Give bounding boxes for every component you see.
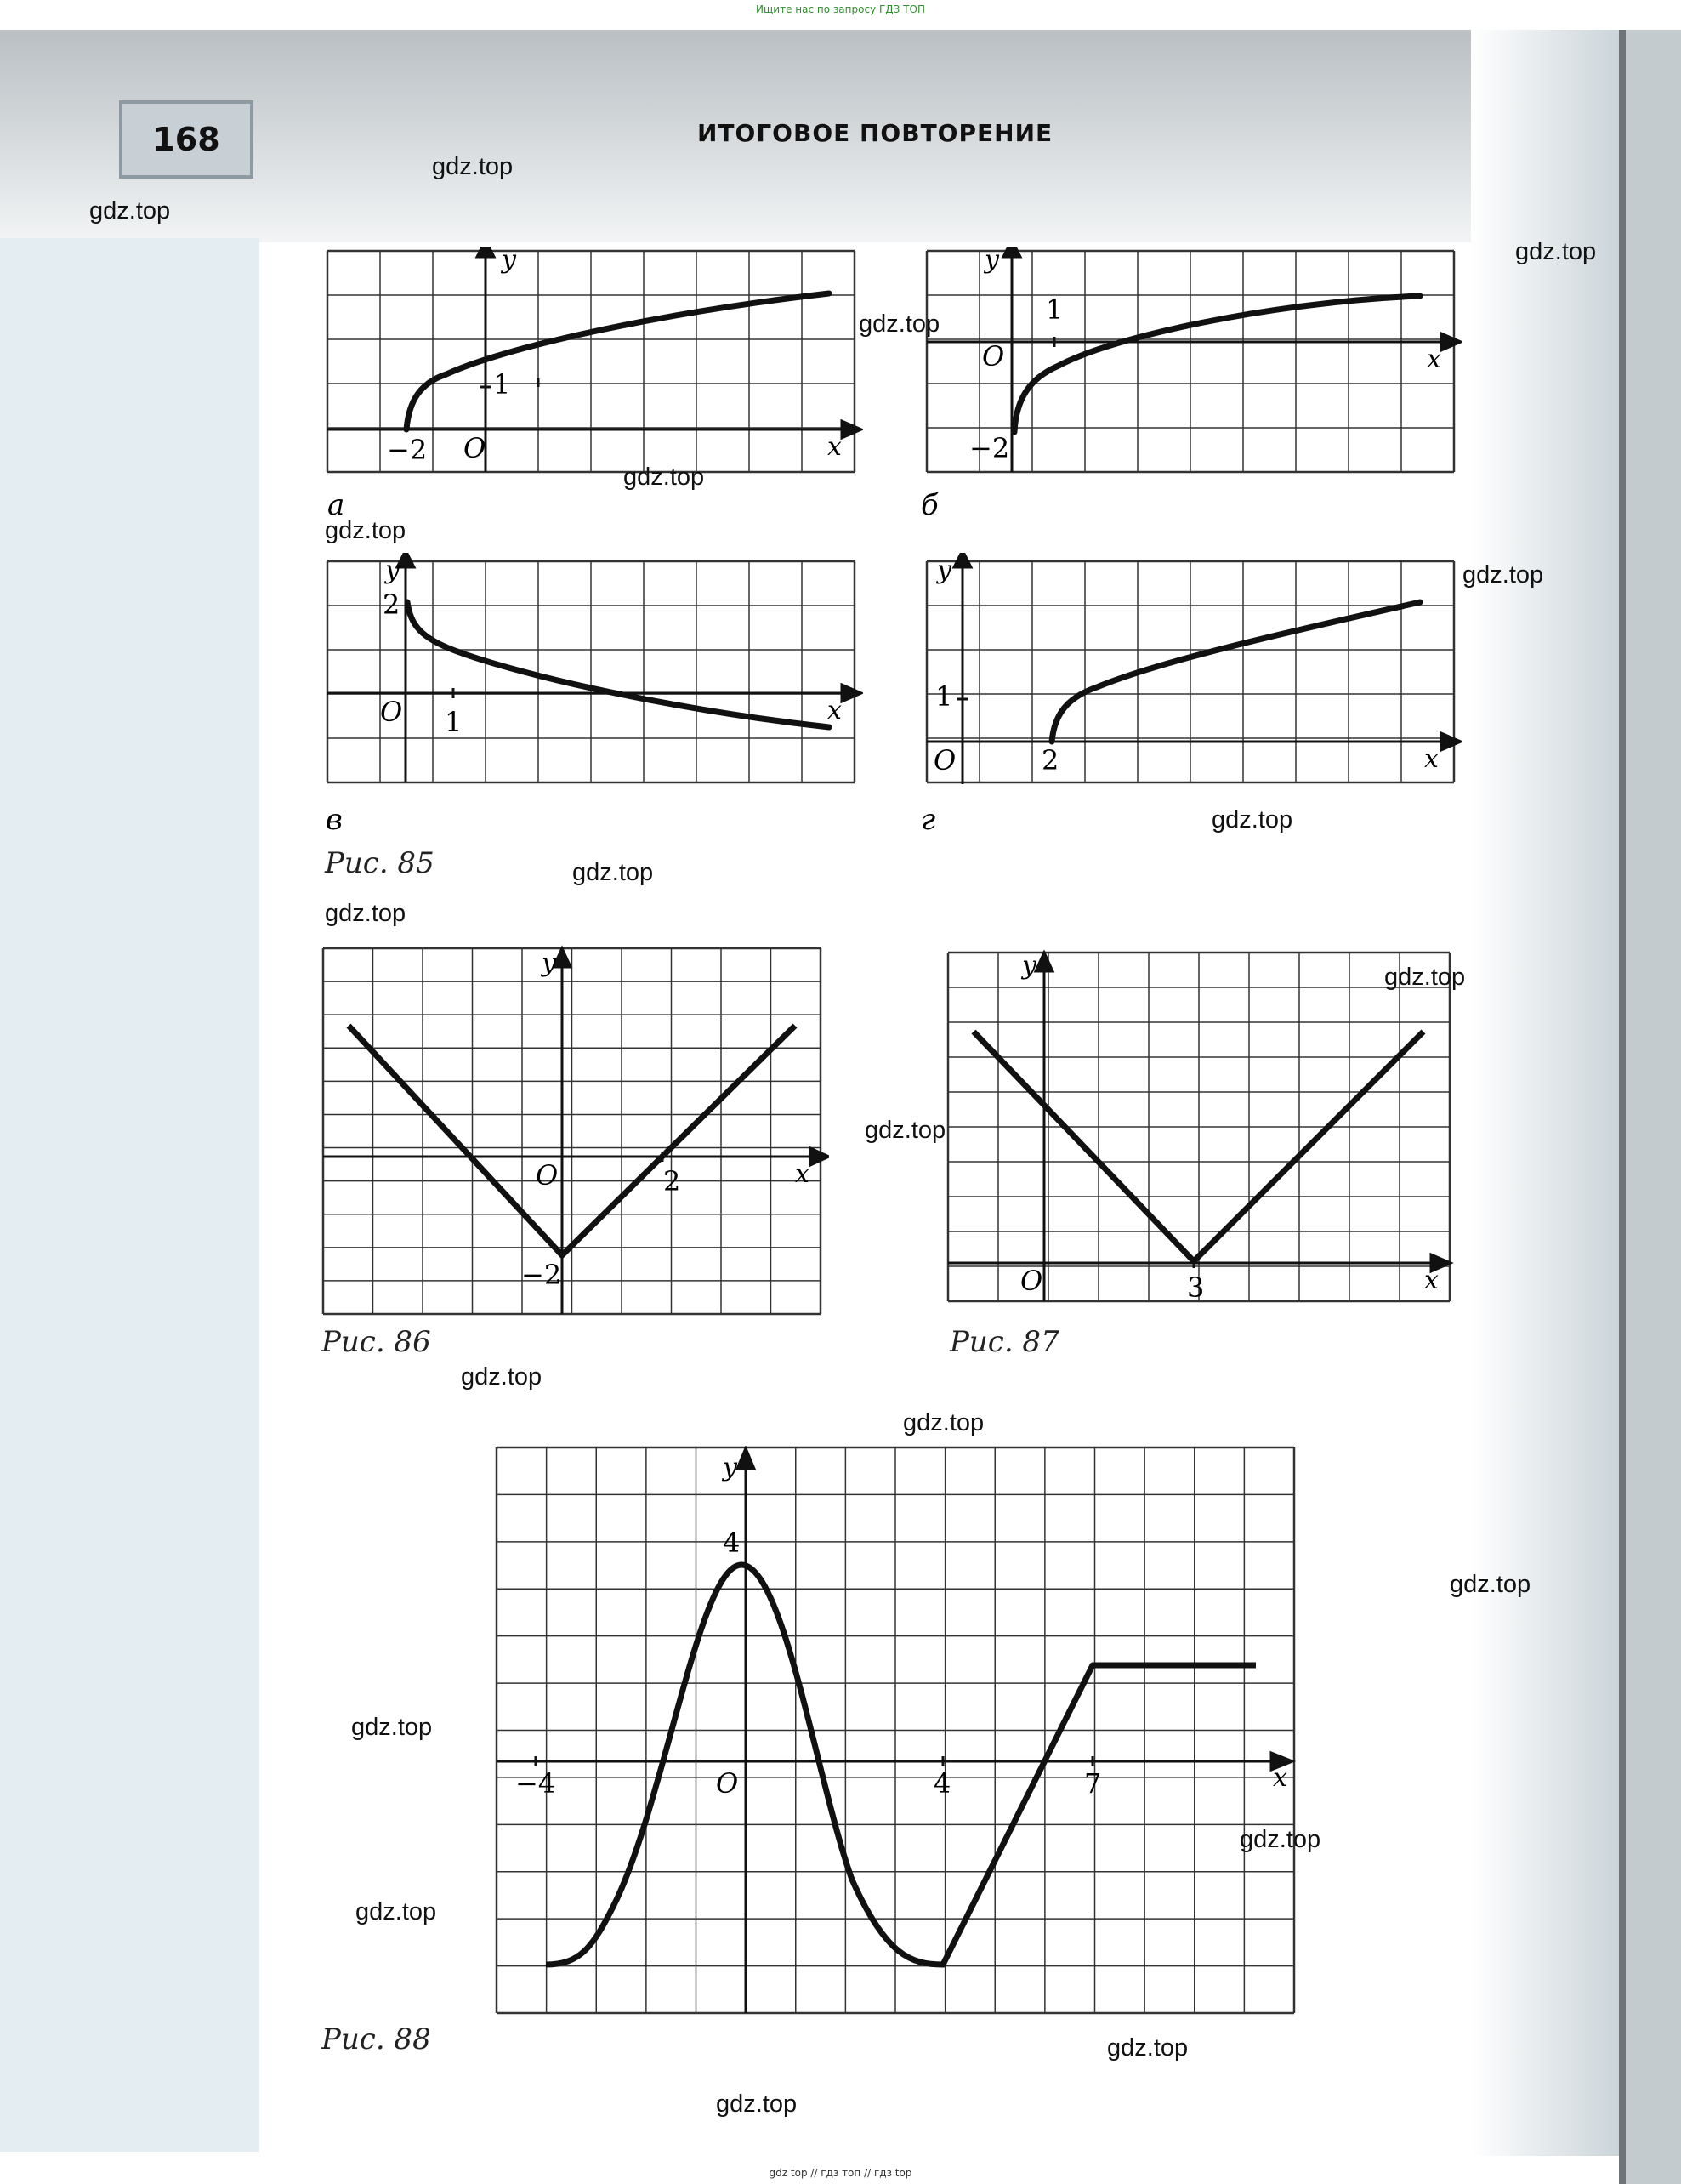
bottom-note: gdz top // гдз топ // гдз top <box>769 2167 912 2179</box>
tick-label: −2 <box>969 432 1010 464</box>
axis-y-label: y <box>937 555 951 585</box>
axis-x-label: x <box>1424 744 1439 774</box>
tick-label: −2 <box>387 434 428 466</box>
axis-x-label: x <box>1424 1265 1439 1295</box>
page-number: 168 <box>119 100 253 179</box>
axes <box>927 553 1461 784</box>
tick-label: 1 <box>935 680 953 713</box>
origin-label: O <box>1020 1265 1043 1297</box>
axis-x-label: x <box>827 432 842 462</box>
axis-y-label: y <box>542 948 556 978</box>
figure-86-caption: Рис. 86 <box>321 1325 431 1359</box>
figure-88-graph <box>495 1446 1298 2016</box>
tick-label: 1 <box>445 706 463 738</box>
panel-letter: б <box>921 488 939 522</box>
origin-label: O <box>380 696 403 728</box>
watermark: gdz.top <box>1107 2034 1189 2062</box>
tick-label: 3 <box>1187 1271 1205 1304</box>
watermark: gdz.top <box>865 1117 946 1144</box>
watermark: gdz.top <box>461 1363 542 1391</box>
origin-label: O <box>716 1767 739 1800</box>
watermark: gdz.top <box>351 1714 433 1741</box>
watermark: gdz.top <box>432 153 514 180</box>
figure-85-caption: Рис. 85 <box>325 846 434 880</box>
watermark: gdz.top <box>1462 561 1544 589</box>
figure-85v-graph <box>319 553 863 833</box>
watermark: gdz.top <box>1240 1826 1321 1853</box>
watermark: gdz.top <box>572 859 654 886</box>
curve <box>407 602 829 727</box>
tick-label: 2 <box>1042 744 1059 776</box>
axis-x-label: x <box>1427 344 1441 374</box>
axis-y-label: y <box>985 247 999 275</box>
tick-label: 4 <box>723 1527 741 1559</box>
tick-label: 2 <box>383 589 400 621</box>
origin-label: O <box>463 432 486 464</box>
grid <box>948 953 1450 1301</box>
page-header-title: ИТОГОВОЕ ПОВТОРЕНИЕ <box>697 119 1053 147</box>
top-note: Ищите нас по запросу ГДЗ ТОП <box>756 3 925 15</box>
figure-87-graph <box>944 948 1454 1305</box>
figure-85a-graph <box>319 247 863 527</box>
watermark: gdz.top <box>89 197 171 225</box>
curve <box>406 293 829 429</box>
watermark: gdz.top <box>355 1898 437 1925</box>
grid <box>927 561 1454 782</box>
watermark: gdz.top <box>1515 238 1597 265</box>
watermark: gdz.top <box>903 1409 985 1436</box>
panel-letter: а <box>327 488 345 522</box>
axes <box>327 553 861 782</box>
tick-label: 7 <box>1084 1767 1102 1800</box>
origin-label: O <box>536 1159 559 1192</box>
watermark: gdz.top <box>1212 806 1293 833</box>
axis-y-label: y <box>1022 951 1036 981</box>
watermark: gdz.top <box>716 2090 798 2118</box>
figure-85g-graph <box>918 553 1462 833</box>
figure-87-caption: Рис. 87 <box>950 1325 1059 1359</box>
curve <box>1014 296 1420 432</box>
grid <box>323 948 821 1314</box>
axis-y-label: y <box>723 1453 737 1482</box>
watermark: gdz.top <box>1384 964 1466 991</box>
tick-label: 1 <box>1046 293 1064 326</box>
tick-label: −2 <box>521 1259 562 1291</box>
axes <box>323 948 829 1314</box>
tick-label: 1 <box>493 368 511 401</box>
axis-y-label: y <box>385 555 400 585</box>
watermark: gdz.top <box>325 517 406 544</box>
tick-label: −4 <box>515 1767 556 1800</box>
figure-86-graph <box>319 944 829 1318</box>
panel-letter: г <box>921 803 936 833</box>
axis-y-label: y <box>502 247 516 275</box>
tick-label: 4 <box>934 1767 951 1800</box>
figure-85b-graph <box>918 247 1462 527</box>
panel-letter: в <box>326 803 343 833</box>
grid <box>497 1447 1294 2013</box>
axis-x-label: x <box>827 696 842 725</box>
curve <box>1052 602 1420 742</box>
watermark: gdz.top <box>325 900 406 927</box>
figure-88-caption: Рис. 88 <box>321 2022 431 2056</box>
axis-x-label: x <box>795 1159 809 1189</box>
watermark: gdz.top <box>859 310 940 338</box>
origin-label: O <box>934 744 957 776</box>
watermark: gdz.top <box>623 464 705 491</box>
watermark: gdz.top <box>1450 1571 1531 1598</box>
curve <box>546 1565 1256 1965</box>
tick-label: 2 <box>663 1165 681 1197</box>
axis-x-label: x <box>1273 1763 1287 1793</box>
origin-label: O <box>982 340 1005 373</box>
